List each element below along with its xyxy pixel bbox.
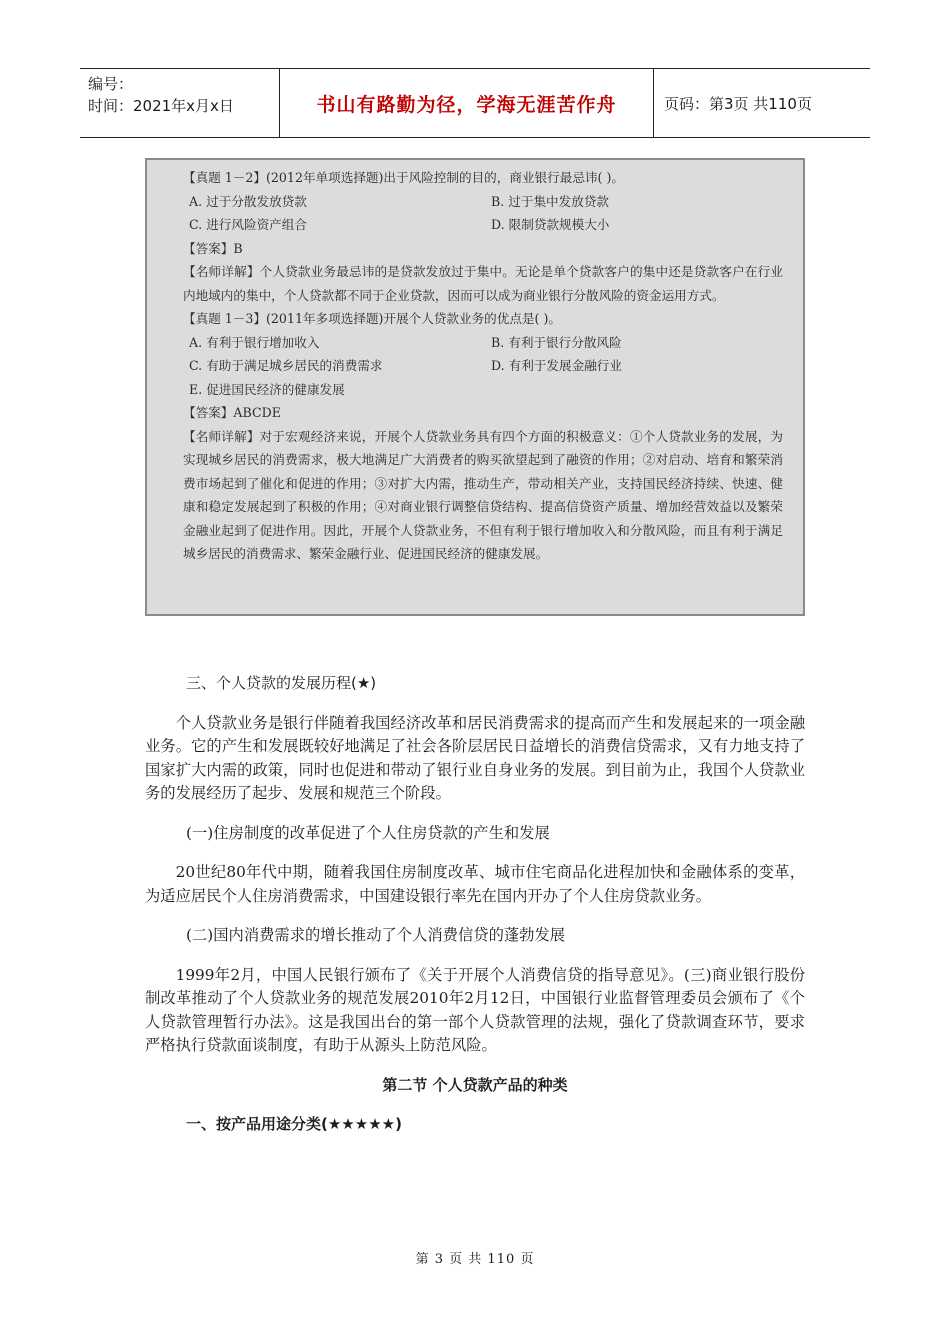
chapter-section-title: 第二节 个人贷款产品的种类 <box>382 1075 568 1094</box>
question-2-options-row-3 <box>183 378 787 402</box>
subheading: (一)住房制度的改革促进了个人住房贷款的产生和发展 <box>186 823 550 842</box>
question-2-options-row-1 <box>183 331 787 355</box>
page-footer: 第 3 页 共 110 页 <box>415 1252 535 1267</box>
page-header <box>80 68 870 138</box>
scanned-exam-box <box>145 158 805 616</box>
subsection-heading: 一、按产品用途分类(★★★★★) <box>186 1115 402 1133</box>
option-a: A. 有利于银行增加收入 <box>189 334 320 350</box>
option-b: B. 有利于银行分散风险 <box>491 334 622 350</box>
section-heading: 三、个人贷款的发展历程(★) <box>186 674 377 692</box>
paragraph: 个人贷款业务是银行伴随着我国经济改革和居民消费需求的提高而产生和发展起来的一项金融业务。它的产生和发展既较好地满足了社会各阶层居民日益增长的消费信贷需求，又有力地支持了国家扩大内需的政策，同时也促进和带动了银行业自身业务的发展。到目前为止，我国个人贷款业务的发展经历了起步、发展和规范三个阶段。 <box>145 713 805 802</box>
document-body <box>145 672 805 1137</box>
option-e: E. 促进国民经济的健康发展 <box>189 381 345 397</box>
header-meta <box>80 69 280 137</box>
option-a: A. 过于分散发放贷款 <box>189 193 307 209</box>
number-label: 编号： <box>88 75 134 93</box>
question-2-options-row-2 <box>183 354 787 378</box>
question-2-explanation: 【名师详解】对于宏观经济来说，开展个人贷款业务具有四个方面的积极意义：①个人贷款业务的发展，为实现城乡居民的消费需求，极大地满足广大消费者的购买欲望起到了融资的作用；②对启动、培育和繁荣消费市场起到了催化和促进的作用；③对扩大内需，推动生产，带动相关产业，支持国民经济持续、快速、健康和稳定发展起到了积极的作用；④对商业银行调整信贷结构、提高信贷资产质量、增加经营效益以及繁荣金融业起到了促进作用。因此，开展个人贷款业务，不但有利于银行增加收入和分散风险，而且有利于满足城乡居民的消费需求、繁荣金融行业、促进国民经济的健康发展。 <box>183 428 783 561</box>
question-2-answer: 【答案】ABCDE <box>183 405 281 420</box>
question-2-title: 【真题 1－3】(2011年多项选择题)开展个人贷款业务的优点是( )。 <box>183 311 561 326</box>
question-1-answer: 【答案】B <box>183 240 243 256</box>
question-1-explanation: 【名师详解】个人贷款业务最忌讳的是贷款发放过于集中。无论是单个贷款客户的集中还是贷款客户在行业内地域内的集中，个人贷款都不同于企业贷款，因而可以成为商业银行分散风险的资金运用方式。 <box>183 264 783 303</box>
question-1-title: 【真题 1－2】(2012年单项选择题)出于风险控制的目的，商业银行最忌讳( )。 <box>183 170 624 185</box>
option-c: C. 进行风险资产组合 <box>189 217 307 232</box>
option-b: B. 过于集中发放贷款 <box>491 193 610 209</box>
header-motto: 书山有路勤为径，学海无涯苦作舟 <box>280 69 654 137</box>
option-d: D. 限制贷款规模大小 <box>491 217 610 232</box>
date-line: 时间：2021年x月x日 <box>88 97 234 115</box>
paragraph: 20世纪80年代中期，随着我国住房制度改革、城市住宅商品化进程加快和金融体系的变革，为适应居民个人住房消费需求，中国建设银行率先在国内开办了个人住房贷款业务。 <box>145 863 805 905</box>
subheading: (二)国内消费需求的增长推动了个人消费信贷的蓬勃发展 <box>186 926 566 944</box>
question-1-options-row-1 <box>183 190 787 214</box>
paragraph: 1999年2月，中国人民银行颁布了《关于开展个人消费信贷的指导意见》。(三)商业银行股份制改革推动了个人贷款业务的规范发展2010年2月12日，中国银行业监督管理委员会颁布了《个人贷款管理暂行办法》。这是我国出台的第一部个人贷款管理的法规，强化了贷款调查环节，要求严格执行贷款面谈制度，有助于从源头上防范风险。 <box>145 965 805 1054</box>
header-page-info: 页码：第3页 共110页 <box>664 94 812 113</box>
option-d: D. 有利于发展金融行业 <box>491 358 622 373</box>
question-1-options-row-2 <box>183 213 787 237</box>
option-c: C. 有助于满足城乡居民的消费需求 <box>189 358 383 373</box>
